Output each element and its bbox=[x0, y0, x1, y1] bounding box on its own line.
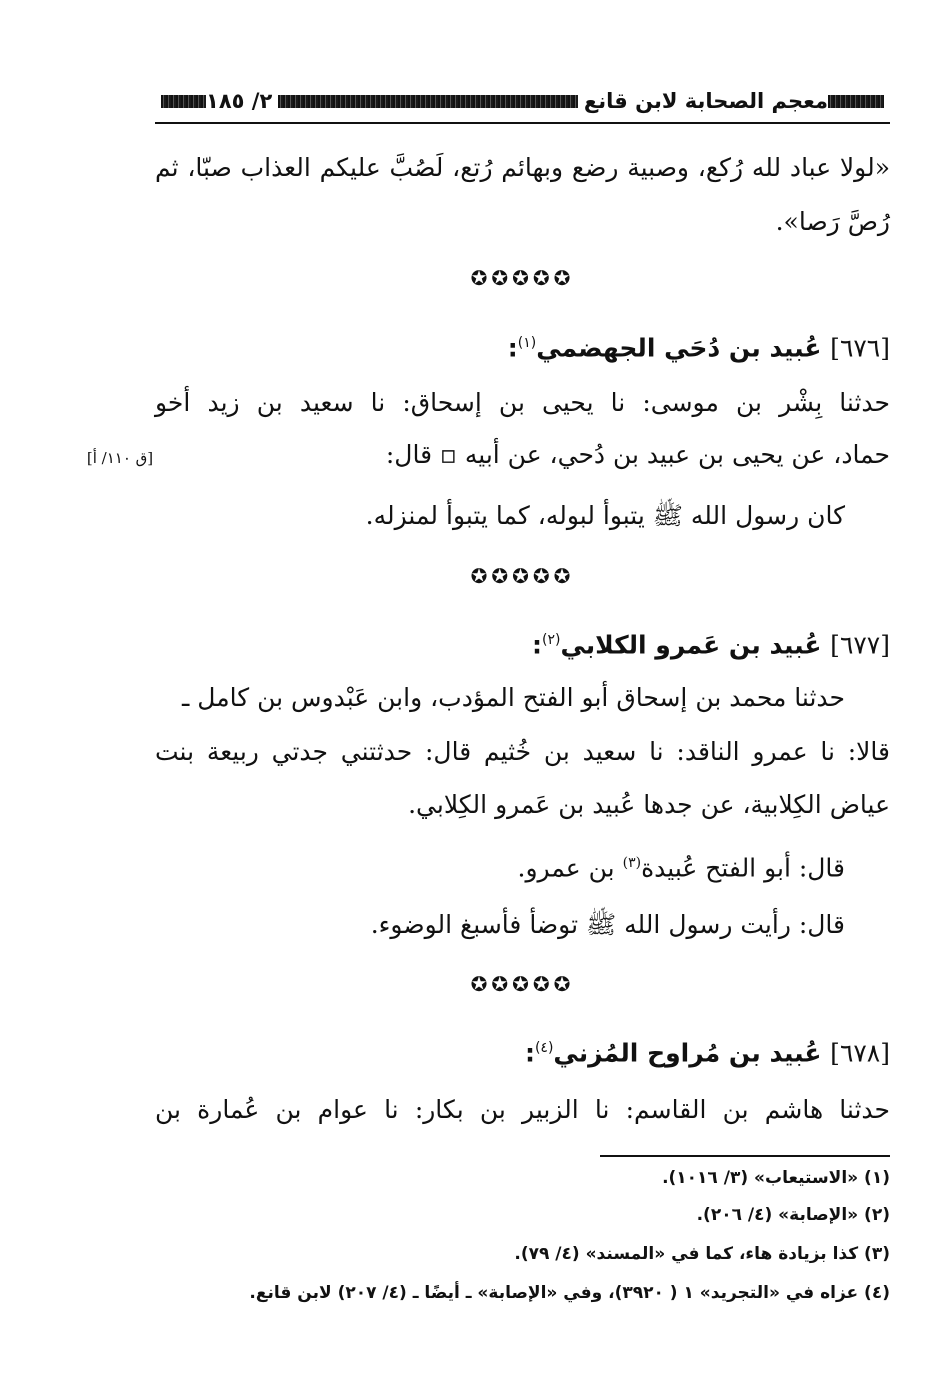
footnote-ref: (٤) bbox=[534, 1040, 554, 1056]
manuscript-folio-note: [ق ١١٠/ أ] bbox=[86, 449, 154, 467]
section-separator: ✪✪✪✪✪ bbox=[470, 266, 575, 290]
entry-heading bbox=[155, 620, 890, 665]
entry-colon: : bbox=[531, 630, 542, 660]
footnote: (١) «الاستيعاب» (٣/ ١٠١٦). bbox=[662, 1168, 890, 1188]
entry-heading bbox=[155, 1028, 890, 1073]
header-ornament-bar bbox=[161, 95, 206, 108]
footnote: (٣) كذا بزيادة هاء، كما في «المسند» (٤/ ٧٩). bbox=[514, 1244, 890, 1264]
body-line: حماد، عن يحيى بن عبيد بن دُحي، عن أبيه ▫ قال: bbox=[385, 440, 890, 469]
header-ornament-bar bbox=[828, 95, 884, 108]
header-ornament-bar bbox=[278, 95, 578, 108]
book-title: معجم الصحابة لابن قانع bbox=[583, 89, 828, 113]
entry-number: [٦٧٦] bbox=[830, 333, 890, 363]
body-text: بن عمرو. bbox=[517, 853, 615, 883]
entry-name: عُبيد بن مُراوح المُزني bbox=[553, 1038, 822, 1068]
footnote: (٢) «الإصابة» (٤/ ٢٠٦). bbox=[696, 1205, 890, 1225]
entry-number: [٦٧٧] bbox=[830, 630, 890, 660]
footnote-ref: (٢) bbox=[541, 632, 561, 648]
entry-colon: : bbox=[524, 1038, 535, 1068]
entry-number: [٦٧٨] bbox=[830, 1038, 890, 1068]
entry-colon: : bbox=[507, 333, 518, 363]
entry-name: عُبيد بن دُحَي الجهضمي bbox=[536, 333, 822, 363]
page-number: ٢/ ١٨٥ bbox=[206, 89, 273, 113]
body-line: حدثنا محمد بن إسحاق أبو الفتح المؤدب، وابن عَبْدوس بن كامل ـ bbox=[182, 683, 845, 712]
footnote-ref: (١) bbox=[517, 335, 537, 351]
running-header bbox=[155, 84, 890, 118]
body-line: قال: رأيت رسول الله ﷺ توضأ فأسبغ الوضوء. bbox=[370, 910, 845, 939]
entry-name: عُبيد بن عَمرو الكلابي bbox=[560, 630, 822, 660]
body-line: حدثنا بِشْر بن موسى: نا يحيى بن إسحاق: نا سعيد بن زيد أخو bbox=[155, 388, 890, 417]
section-separator: ✪✪✪✪✪ bbox=[470, 972, 575, 996]
footnote-rule bbox=[600, 1155, 890, 1157]
body-line: «لولا عباد لله رُكع، وصبية رضع وبهائم رُتع، لَصُبَّ عليكم العذاب صبّا، ثم bbox=[155, 153, 890, 182]
body-line: عياض الكِلابية، عن جدها عُبيد بن عَمرو الكِلابي. bbox=[408, 790, 890, 819]
footnote: (٤) عزاه في «التجريد» ١ ( ٣٩٢٠)، وفي «الإصابة» ـ أيضًا ـ (٤/ ٢٠٧) لابن قانع. bbox=[249, 1283, 890, 1303]
header-rule bbox=[155, 122, 890, 124]
body-line bbox=[155, 845, 845, 886]
body-line: قالا: نا عمرو الناقد: نا سعيد بن خُثيم قال: حدثتني جدتي ربيعة بنت bbox=[155, 737, 890, 766]
entry-heading bbox=[155, 323, 890, 368]
body-line: كان رسول الله ﷺ يتبوأ لبوله، كما يتبوأ لمنزله. bbox=[365, 501, 845, 530]
body-line: رُصَّ رَصا». bbox=[775, 207, 890, 236]
body-text: قال: أبو الفتح عُبيدة bbox=[641, 853, 845, 883]
section-separator: ✪✪✪✪✪ bbox=[470, 564, 575, 588]
footnote-ref: (٣) bbox=[622, 855, 642, 871]
body-line: حدثنا هاشم بن القاسم: نا الزبير بن بكار: نا عوام بن عُمارة بن bbox=[155, 1095, 890, 1124]
